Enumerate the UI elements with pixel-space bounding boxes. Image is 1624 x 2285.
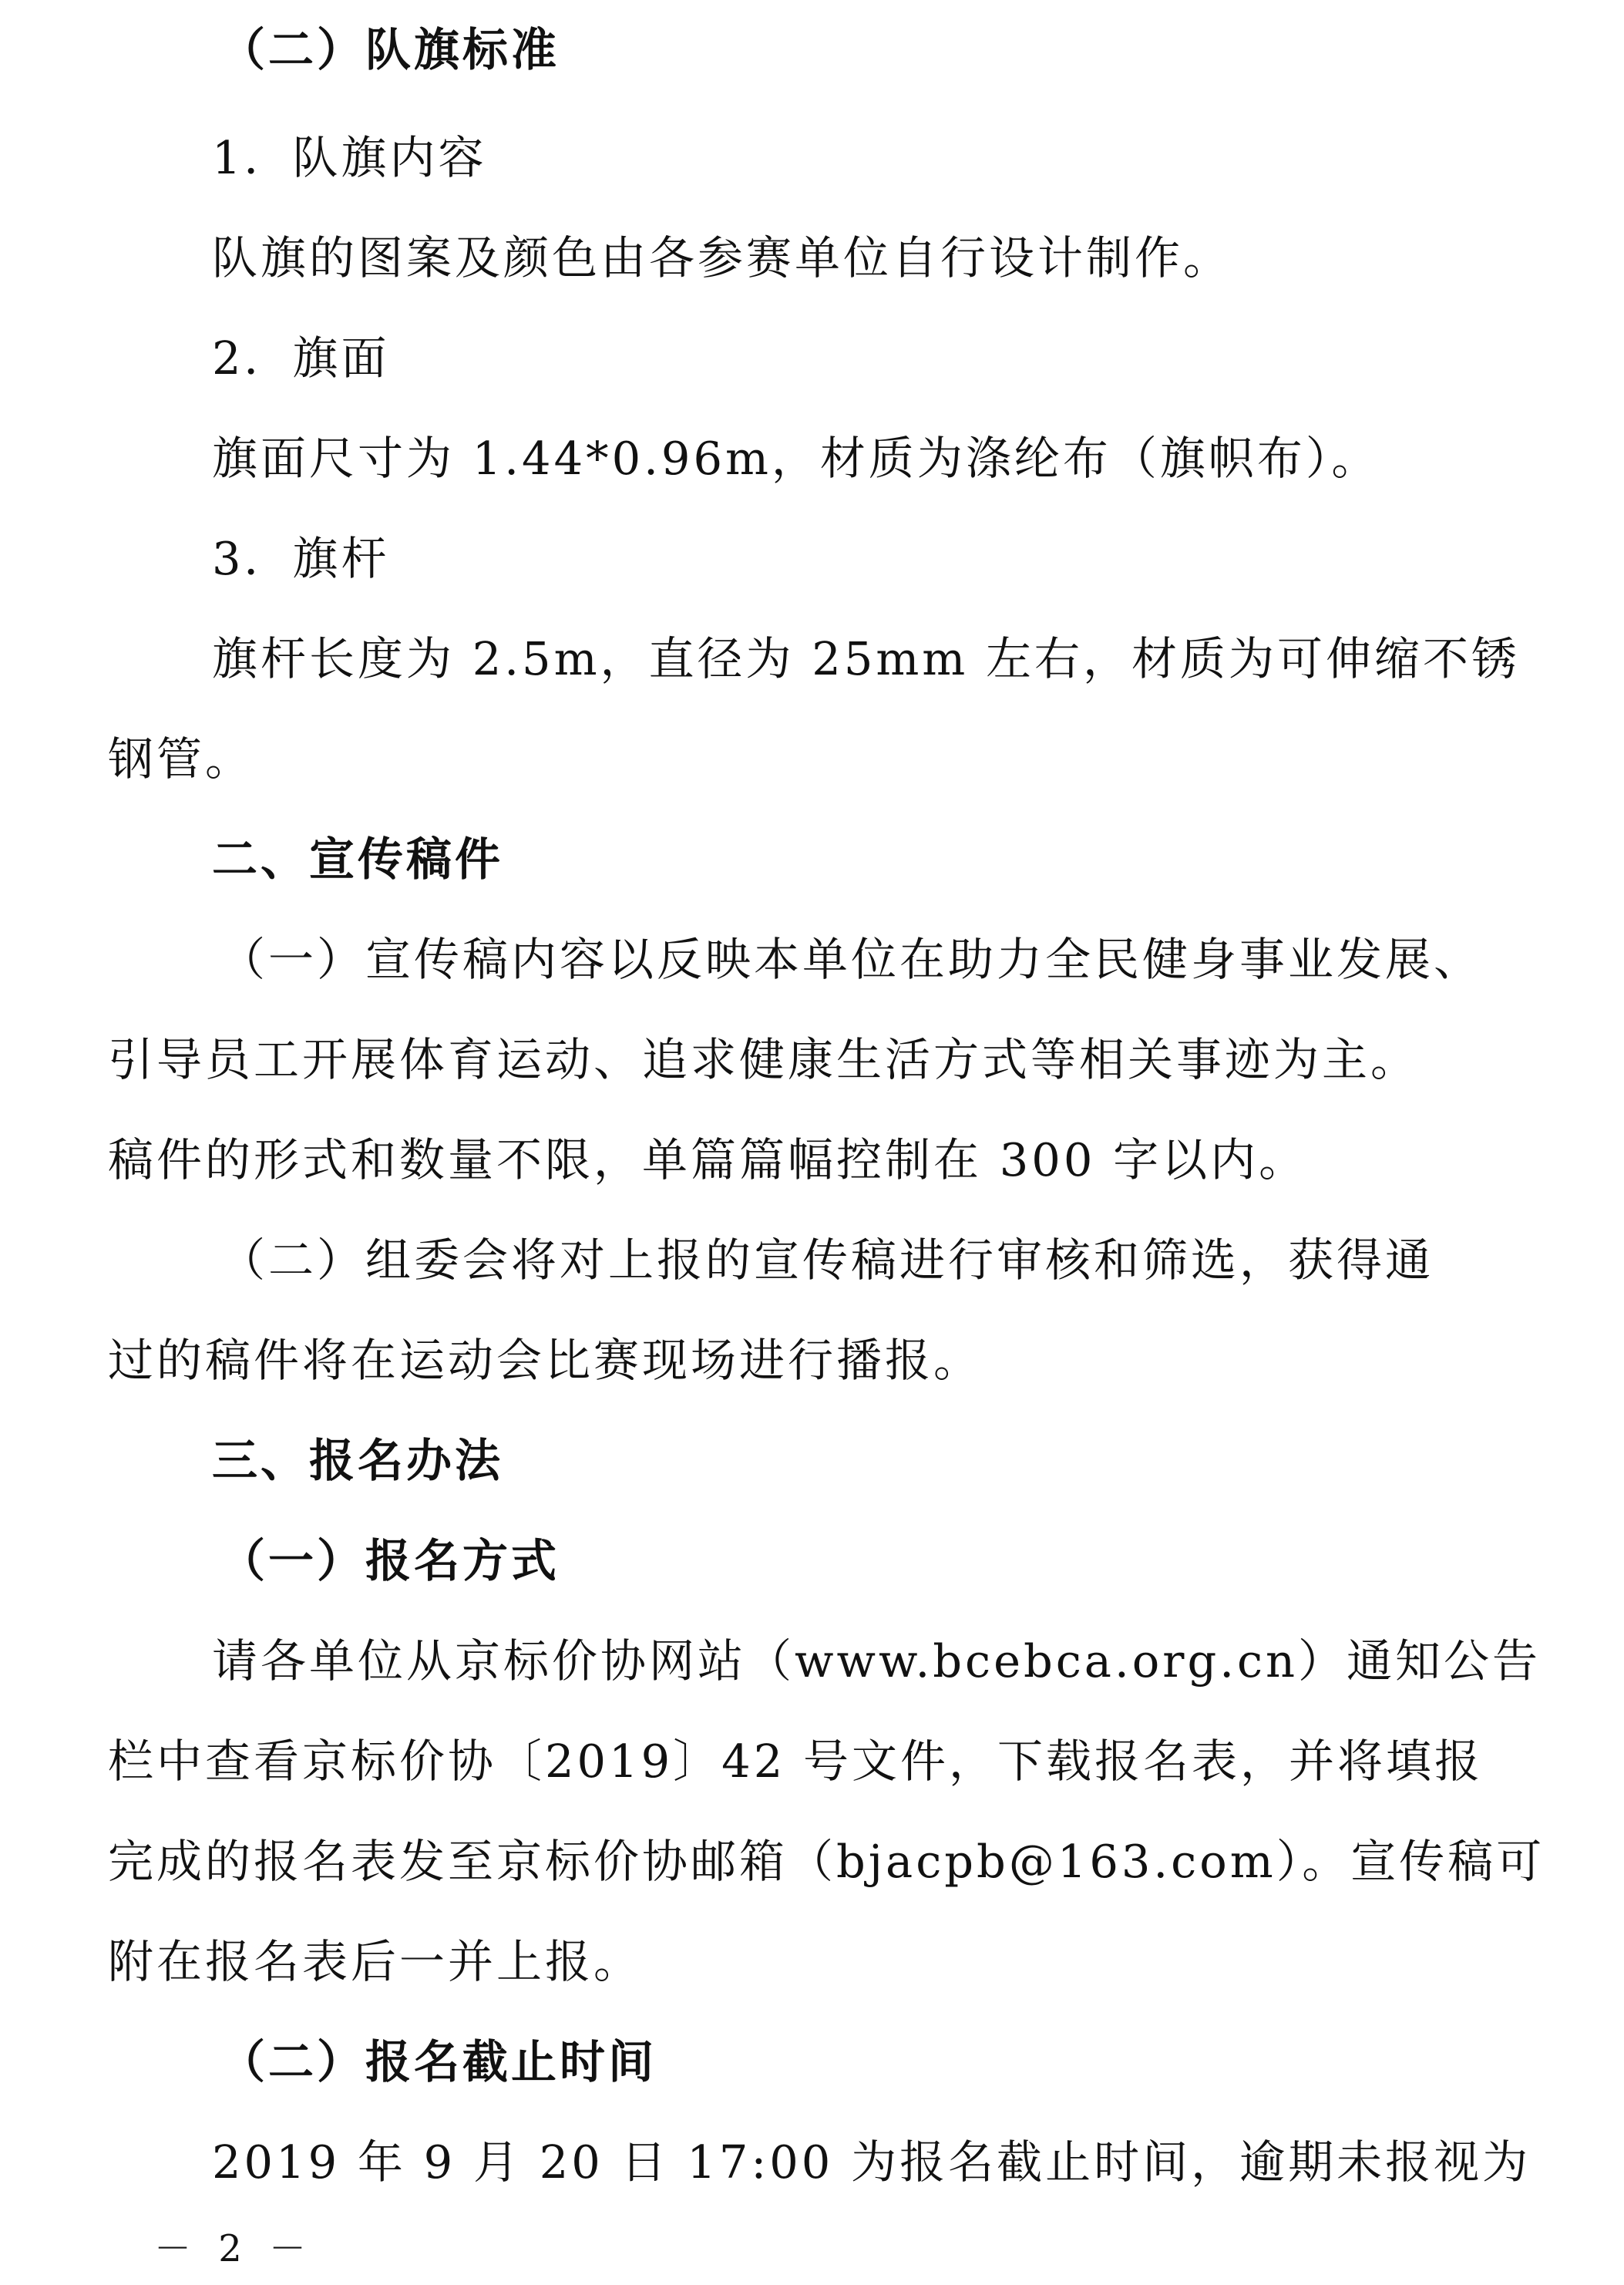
paragraph-registration-line-4: 附在报名表后一并上报。 bbox=[108, 1935, 643, 1988]
page-number: － 2 － bbox=[154, 2227, 314, 2270]
subheading-registration-deadline: （二）报名截止时间 bbox=[220, 2035, 657, 2088]
section-heading-team-flag-standard: （二）队旗标准 bbox=[220, 23, 560, 76]
paragraph-registration-line-1: 请各单位从京标价协网站（www.bcebca.org.cn）通知公告 bbox=[212, 1634, 1542, 1688]
paragraph-publicity-2-line-2: 过的稿件将在运动会比赛现场进行播报。 bbox=[108, 1334, 983, 1387]
subheading-flag-pole: 3．旗杆 bbox=[212, 532, 390, 585]
paragraph-registration-line-3: 完成的报名表发至京标价协邮箱（bjacpb@163.com）。宣传稿可 bbox=[108, 1835, 1545, 1888]
subheading-flag-content: 1．队旗内容 bbox=[212, 131, 487, 184]
paragraph-publicity-1-line-2: 引导员工开展体育运动、追求健康生活方式等相关事迹为主。 bbox=[108, 1033, 1420, 1086]
section-heading-registration: 三、报名办法 bbox=[212, 1434, 504, 1487]
paragraph-flag-surface: 旗面尺寸为 1.44*0.96m，材质为涤纶布（旗帜布）。 bbox=[212, 432, 1380, 485]
paragraph-flag-content: 队旗的图案及颜色由各参赛单位自行设计制作。 bbox=[212, 231, 1232, 284]
paragraph-flag-pole-line-2: 钢管。 bbox=[108, 732, 254, 786]
section-heading-publicity: 二、宣传稿件 bbox=[212, 833, 504, 886]
paragraph-publicity-2-line-1: （二）组委会将对上报的宣传稿进行审核和筛选，获得通 bbox=[220, 1233, 1434, 1287]
subheading-flag-surface: 2．旗面 bbox=[212, 331, 390, 385]
paragraph-flag-pole-line-1: 旗杆长度为 2.5m，直径为 25mm 左右，材质为可伸缩不锈 bbox=[212, 632, 1521, 685]
paragraph-publicity-1-line-3: 稿件的形式和数量不限，单篇篇幅控制在 300 字以内。 bbox=[108, 1133, 1308, 1186]
paragraph-registration-line-2: 栏中查看京标价协〔2019〕42 号文件，下载报名表，并将填报 bbox=[108, 1735, 1483, 1788]
subheading-registration-method: （一）报名方式 bbox=[220, 1534, 560, 1587]
paragraph-publicity-1-line-1: （一）宣传稿内容以反映本单位在助力全民健身事业发展、 bbox=[220, 933, 1483, 986]
paragraph-deadline-line-1: 2019 年 9 月 20 日 17:00 为报名截止时间，逾期未报视为 bbox=[212, 2135, 1532, 2189]
